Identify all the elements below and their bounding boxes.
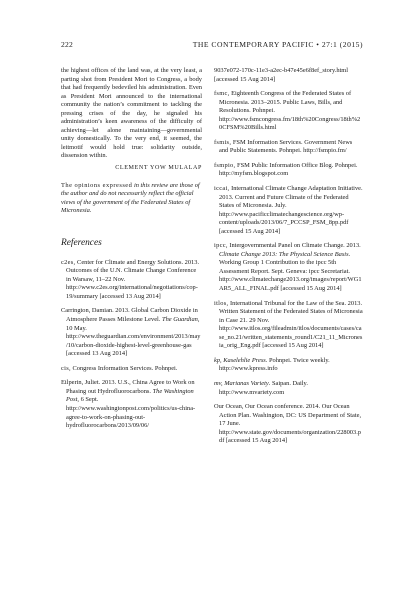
left-column — [61, 67, 202, 437]
reference-abbreviation: fsmc, — [214, 90, 230, 98]
reference-text: FSM Public Information Office Blog. Pohnpei. http://myfsm.blogspot.com — [219, 161, 358, 178]
running-head — [61, 39, 363, 51]
reference-title: Kaselehlie Press — [223, 356, 266, 364]
reference-abbreviation: itlos, — [214, 299, 229, 307]
reference-text: Carrington, Damian. 2013. Global Carbon Dioxide in Atmosphere Passes Milestone Level. — [61, 307, 198, 324]
reference-abbreviation: ipcc, — [214, 242, 228, 250]
disclaimer-lead: The opinions expressed — [61, 181, 133, 189]
reference-entry — [214, 380, 363, 397]
review-body-text: the highest offices of the land was, at the very least, a parting shot from President Mori to Congress, a body that had frequently bedeviled his administration. Even as President Mori announced to the international community the nation’s commitment to tackling the pressing crises of the day, he signaled his administration’s keen awareness of the difficulty of achieving—let alone maintaining—governmental unity domestically. To the very end, it seemed, the leitmotif would hold true: solidarity outside, dissension within. — [61, 67, 202, 160]
reference-abbreviation: c2es, — [61, 258, 76, 266]
reference-text: International Tribunal for the Law of the Sea. 2013. Written Statement of the Federated States of Micronesia in Case 21. 29 Nov. http://www.itlos.org/fileadmin/itlos/documents/cases/case_no.21/written_statements_round1/C21_11_Micronesia_orig_Eng.pdf [accessed 15 Aug 2014] — [219, 299, 363, 350]
reference-entry — [61, 259, 202, 302]
reference-text: International Climate Change Adaptation Initiative. 2013. Current and Future Climate of the Federated States of Micronesia. July. http://www.pacificclimatechangescience.org/wp-content/uploads/2013/06/7_PCCSP_FSM_8pp.pdf [accessed 15 Aug 2014] — [219, 185, 363, 235]
reference-text: Center for Climate and Energy Solutions. 2013. Outcomes of the U.N. Climate Change Conference in Warsaw, 11–22 Nov. http://www.c2es.org/international/negotiations/cop-19/summary [accessed 13 Aug 2014] — [66, 258, 200, 300]
reference-text: Intergovernmental Panel on Climate Change. 2013. — [227, 242, 361, 250]
disclaimer — [61, 182, 202, 216]
reference-title: Marianas Variety — [224, 379, 269, 387]
reference-text: Eilperin, Juliet. 2013. U.S., China Agree to Work on Phasing out Hydrofluorocarbons. — [61, 379, 195, 395]
reference-entry — [61, 365, 202, 374]
reference-entry — [214, 67, 363, 84]
reference-abbreviation: cis, — [61, 364, 71, 372]
reference-title: The Guardian — [162, 316, 198, 324]
reference-entry — [61, 379, 202, 430]
reference-entry — [214, 357, 363, 374]
reference-entry — [214, 139, 363, 156]
reference-abbreviation: fsmis, — [214, 138, 232, 146]
reference-entry — [214, 403, 363, 446]
reference-text: Our Ocean, Our Ocean conference. 2014. Our Ocean Action Plan. Washington, DC: US Department of State, 17 June. http://www.state.gov/documents/organization/228003.pdf [accessed 15 Aug 2014] — [214, 403, 362, 445]
reference-text: FSM Information Services. Government News and Public Statements. Pohnpei. http://fsmpio.fm/ — [219, 138, 353, 155]
journal-title: THE CONTEMPORARY PACIFIC • 27:1 (2015) — [192, 40, 363, 49]
reference-details: . Pohnpei. Twice weekly. http://www.kpress.info — [219, 356, 330, 373]
reference-details: , 6 Sept. http://www.washingtonpost.com/politics/us-china-agree-to-work-on-phasing-out-hydrofluorocarbons/2013/09/06/ — [66, 396, 196, 430]
reference-title: Climate Change 2013: The Physical Science Basis — [219, 250, 349, 258]
references-list-right — [214, 67, 363, 452]
reference-abbreviation: fsmpio, — [214, 161, 236, 169]
reference-text: Eighteenth Congress of the Federated States of Micronesia. 2013–2015. Public Laws, Bills, and Resolutions. Pohnpei. http://www.fsmcongress.fm/18th%20Congress/18th%20CFSM%20Bills.html — [219, 90, 361, 132]
reference-text: 9037e072-170c-11e3-a2ec-b47e45e6f8ef_story.html [accessed 15 Aug 2014] — [214, 67, 349, 83]
reference-entry — [214, 90, 363, 133]
reference-abbreviation: iccai, — [214, 185, 230, 193]
reference-entry — [214, 300, 363, 351]
references-list-left — [61, 259, 202, 431]
reference-abbreviation: kp, — [214, 356, 222, 364]
reference-entry — [214, 242, 363, 293]
reference-details: . Saipan. Daily. http://www.mvariety.com — [219, 379, 308, 396]
reference-entry — [61, 307, 202, 358]
reference-title: The Washington Post — [66, 387, 194, 404]
page-number: 222 — [61, 40, 73, 49]
reference-entry — [214, 162, 363, 179]
reviewer-name: CLEMENT YOW MULALAP — [115, 165, 202, 172]
references-heading: References — [61, 237, 102, 248]
reference-entry — [214, 185, 363, 236]
reference-details: . Working Group 1 Contribution to the ipcc 5th Assessment Report. Sept. Geneva: ipcc Secretariat. http://www.climatechange2013.org/images/report/WG1AR5_ALL_FINAL.pdf [accessed 15 Aug 2014] — [219, 250, 362, 293]
reference-abbreviation: mv, — [214, 379, 223, 387]
disclaimer-text: in this review are those of the author and do not necessarily reflect the official views of the government of the Federated States of Micronesia. — [61, 181, 200, 215]
reference-text: Congress Information Services. Pohnpei. — [70, 364, 178, 372]
reference-details: , 10 May. http://www.theguardian.com/environment/2013/may/10/carbon-dioxide-highest-level-greenhouse-gas [accessed 13 Aug 2014] — [66, 316, 201, 358]
